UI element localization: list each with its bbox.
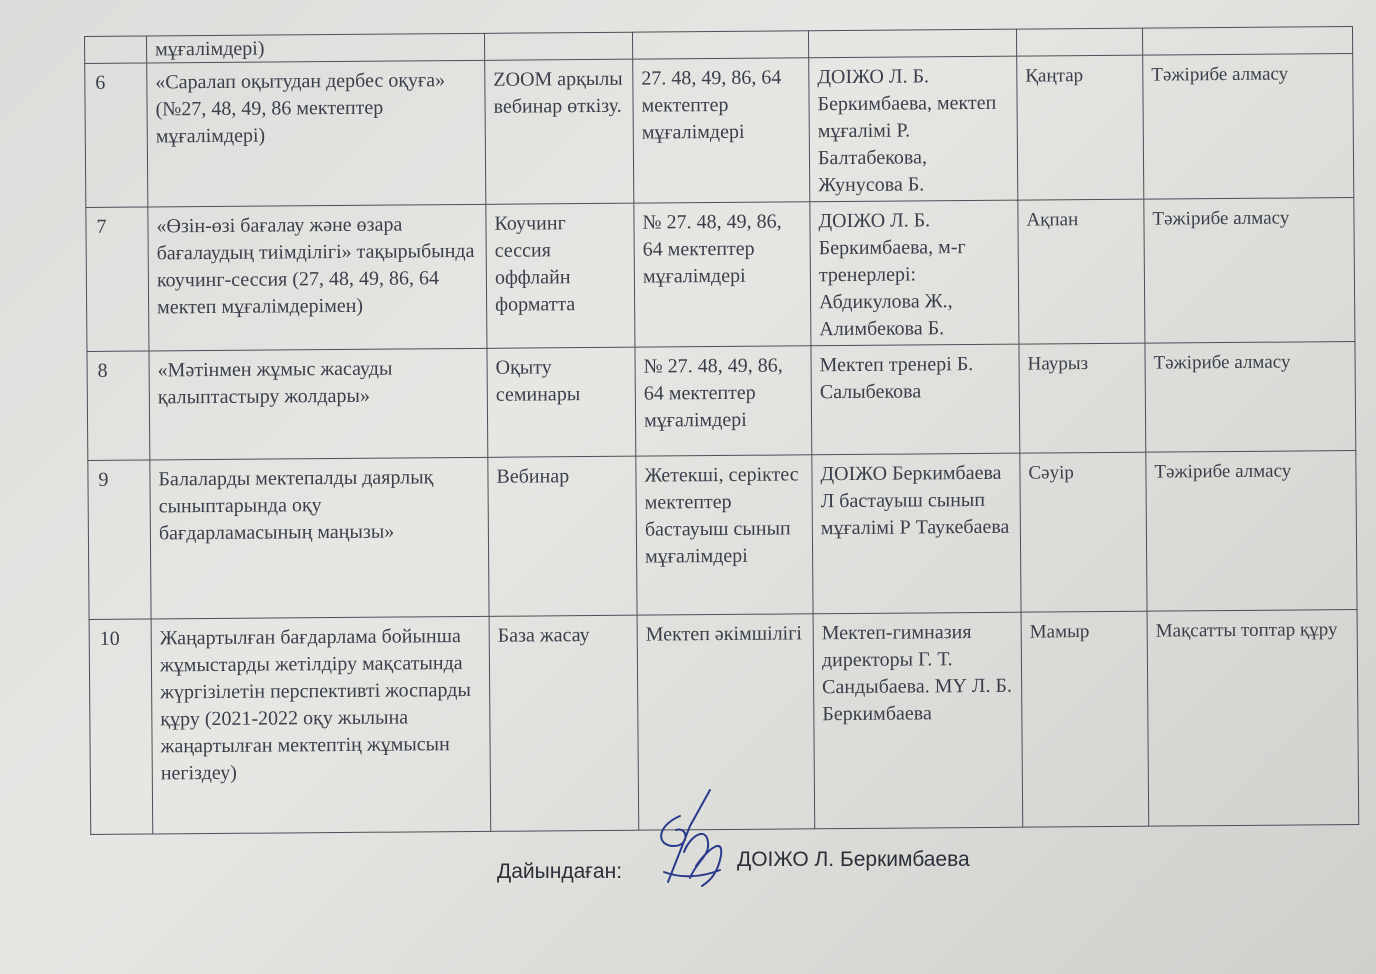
row-number: 7 (86, 207, 149, 351)
audience-cell: № 27. 48, 49, 86, 64 мектептер мұғалімдері (634, 202, 811, 347)
form-cell (484, 32, 632, 60)
result-cell (1142, 27, 1352, 56)
row-number: 9 (88, 460, 151, 619)
month-cell: Қаңтар (1017, 55, 1144, 200)
month-cell: Ақпан (1018, 199, 1145, 344)
row-number: 10 (89, 619, 153, 834)
plan-table (84, 26, 1359, 835)
audience-cell (632, 31, 808, 59)
result-cell: Мақсатты топтар құру (1147, 610, 1359, 827)
form-cell: Вебинар (488, 456, 637, 616)
audience-cell: Жетекші, серіктес мектептер бастауыш сынып мұғалімдері (636, 455, 813, 615)
responsible-cell: Мектеп-гимназия директоры Г. Т. Сандыбаева. МҮ Л. Б. Беркимбаева (813, 612, 1023, 829)
topic-cell: «Саралап оқытудан дербес оқуға» (№27, 48, 49, 86 мектептер мұғалімдері) (147, 60, 486, 207)
row-number: 6 (85, 63, 148, 207)
topic-cell: «Мәтінмен жұмыс жасауды қалыптастыру жолдары» (149, 348, 488, 460)
topic-cell: мұғалімдері) (147, 33, 485, 63)
result-cell: Тәжірибе алмасу (1145, 342, 1356, 453)
month-cell: Наурыз (1019, 343, 1146, 453)
audience-cell: № 27. 48, 49, 86, 64 мектептер мұғалімдері (635, 346, 812, 456)
month-cell (1016, 28, 1142, 56)
month-cell: Мамыр (1021, 611, 1149, 827)
topic-cell: Балаларды мектепалды даярлық сыныптарында оқу бағдарламасының маңызы» (150, 457, 489, 619)
audience-cell: Мектеп әкімшілігі (637, 614, 815, 830)
row-number: 8 (87, 351, 150, 460)
form-cell: ZOOM арқылы вебинар өткізу. (485, 59, 634, 204)
row-number (85, 36, 147, 63)
form-cell: База жасау (489, 615, 639, 831)
signature-icon (650, 786, 740, 906)
table-row (86, 198, 1355, 352)
topic-cell: Жаңартылған бағдарлама бойынша жұмыстарды жетілдіру мақсатында жүргізілетін перспективті жоспарды құру (2021-2022 оқу жылына жаңартылған мектептің жұмысын негіздеу) (151, 616, 491, 834)
responsible-cell: ДОІЖО Л. Б. Беркимбаева, м-г тренерлері: Абдикулова Ж., Алимбекова Б. (810, 200, 1019, 346)
prepared-label: Дайындаған: (497, 860, 623, 883)
form-cell: Коучинг сессия оффлайн форматта (486, 203, 635, 348)
responsible-cell: ДОІЖО Беркимбаева Л бастауыш сынып мұғалімі Р Таукебаева (812, 453, 1021, 614)
topic-cell: «Өзін-өзі бағалау және өзара бағалаудың тиімділігі» тақырыбында коучинг-сессия (27, 48, 49, 86, 64 мектеп мұғалімдерімен) (148, 204, 487, 351)
audience-cell: 27. 48, 49, 86, 64 мектептер мұғалімдері (633, 58, 810, 203)
responsible-cell (808, 29, 1016, 58)
signature-block (0, 846, 1376, 906)
result-cell: Тәжірибе алмасу (1146, 451, 1357, 612)
table-row (85, 54, 1354, 208)
month-cell: Сәуір (1020, 452, 1147, 612)
result-cell: Тәжірибе алмасу (1144, 198, 1355, 344)
responsible-cell: ДОІЖО Л. Б. Беркимбаева, мектеп мұғалімі Р. Балтабекова, Жунусова Б. (809, 56, 1018, 202)
result-cell: Тәжірибе алмасу (1143, 54, 1354, 200)
preparer-name: ДОІЖО Л. Беркимбаева (737, 848, 970, 871)
responsible-cell: Мектеп тренері Б. Салыбекова (811, 344, 1020, 455)
table-row (87, 342, 1356, 461)
form-cell: Оқыту семинары (487, 347, 636, 457)
table-row (88, 451, 1357, 620)
